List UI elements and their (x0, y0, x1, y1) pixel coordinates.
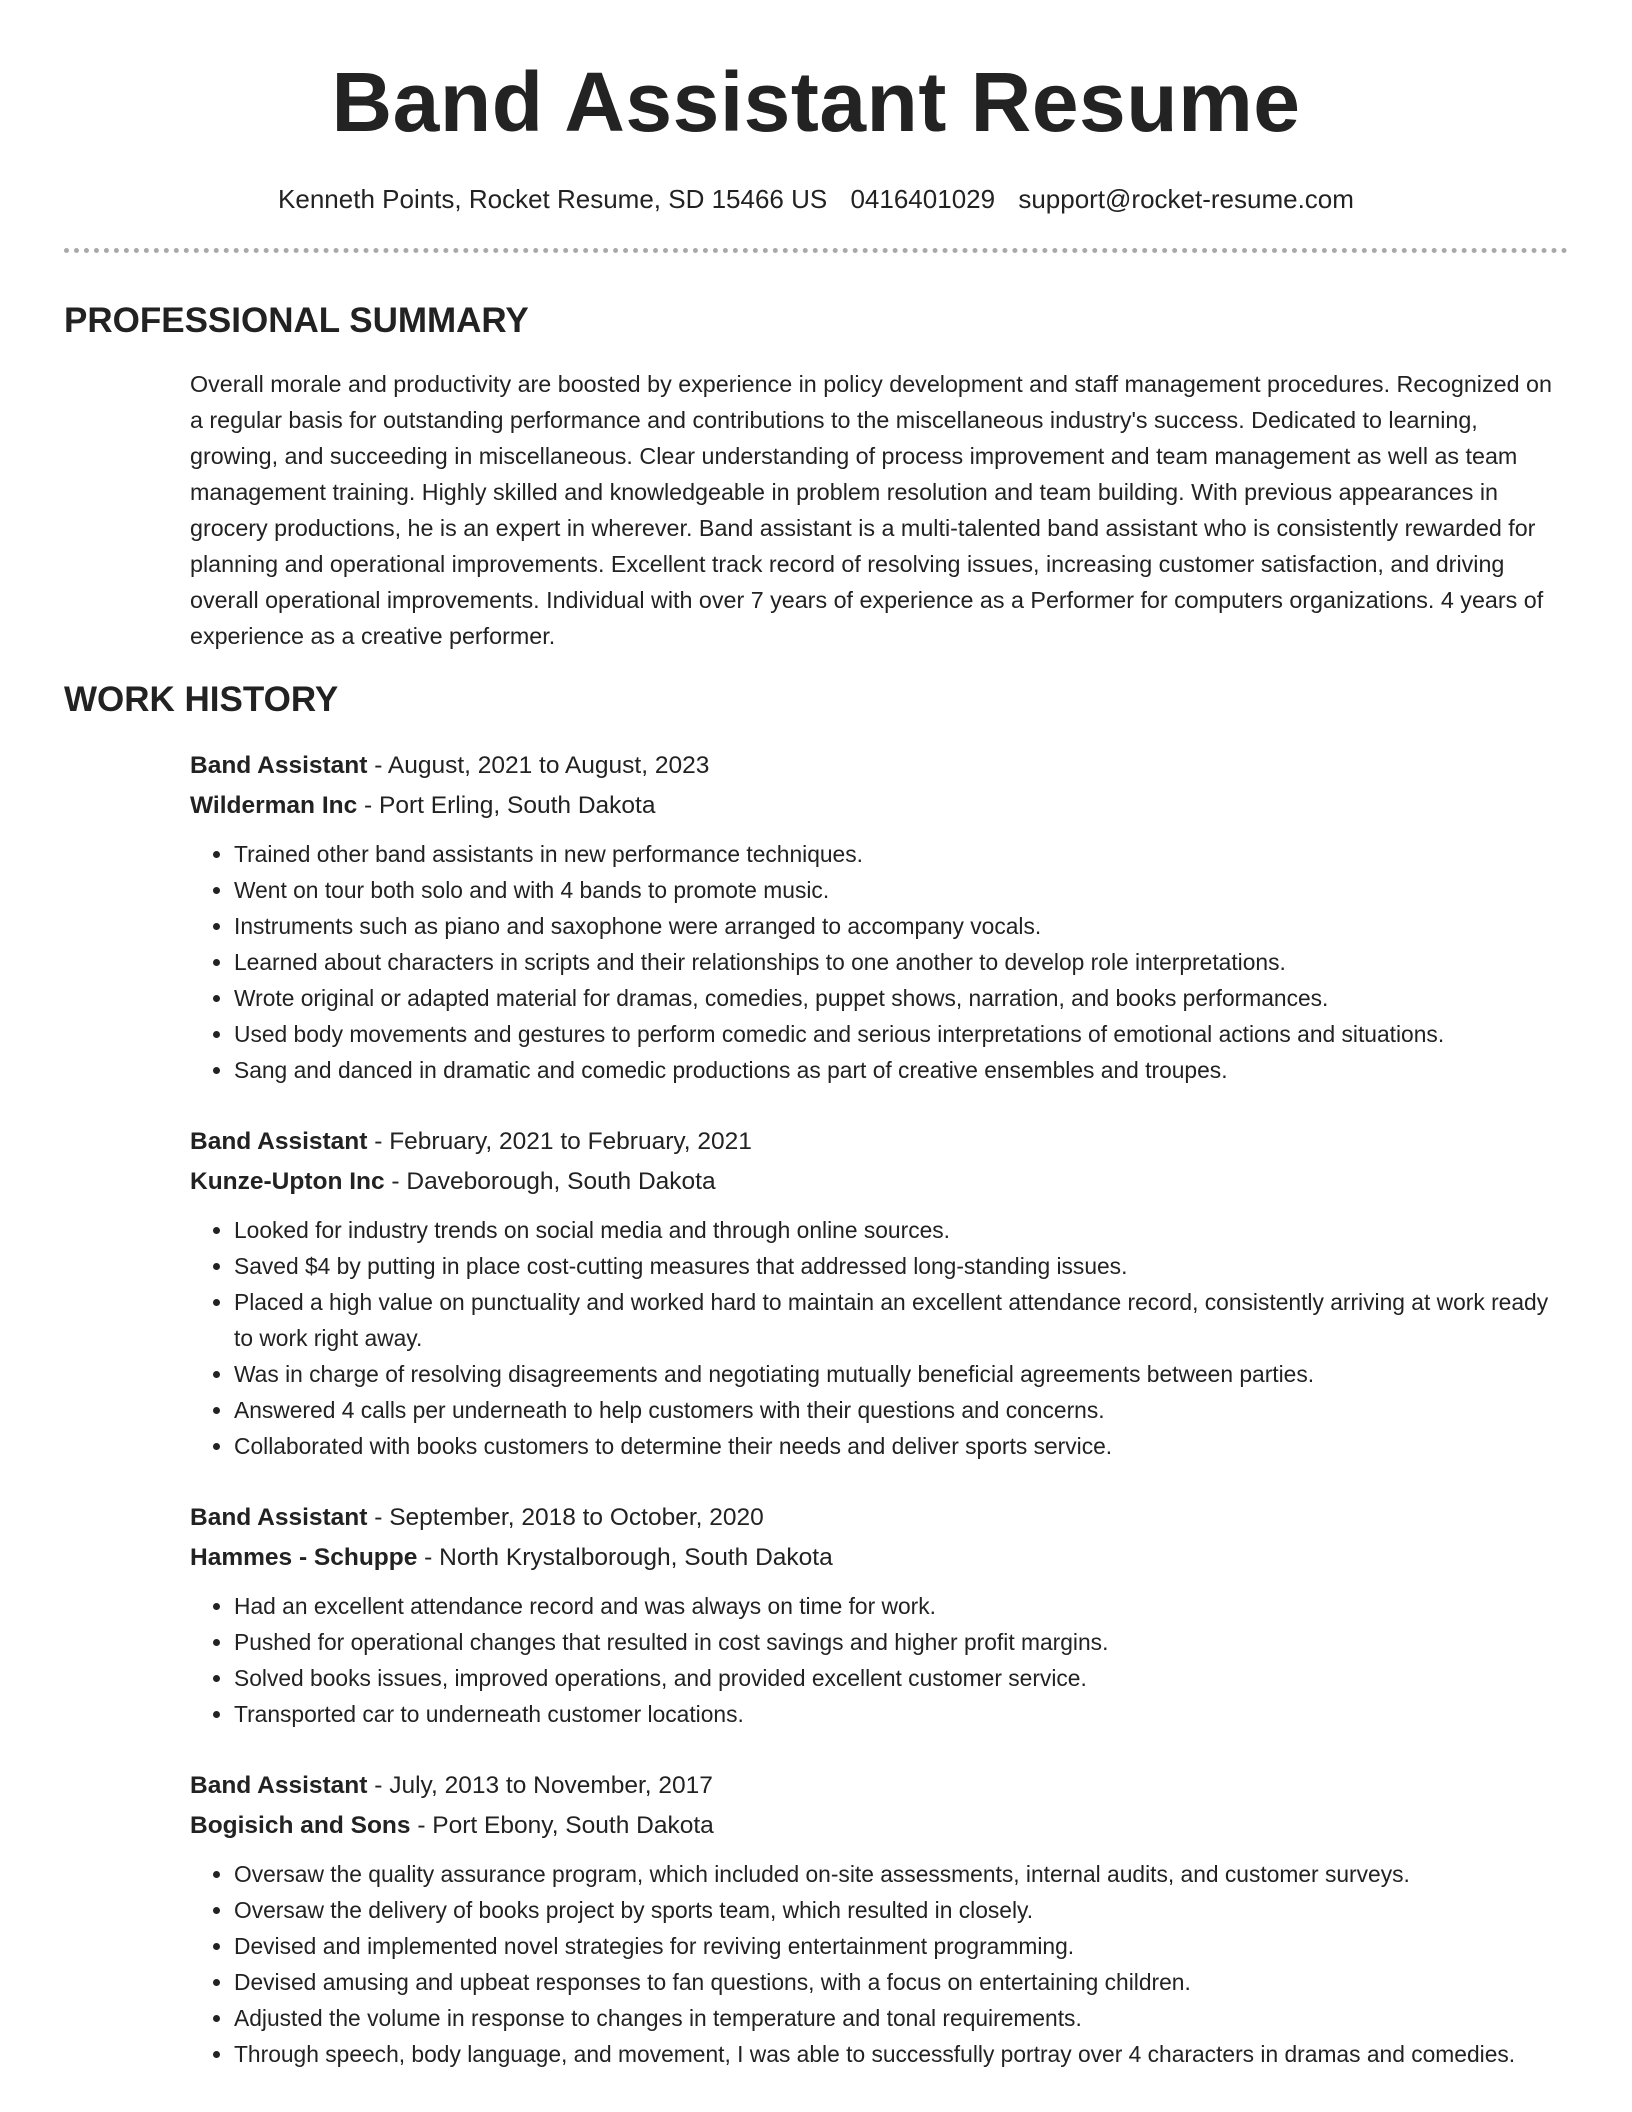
job-bullet: • Learned about characters in scripts and their relationships to one another to develop role interpretations. (234, 944, 1568, 980)
job-dates: - July, 2013 to November, 2017 (367, 1772, 713, 1799)
job-company: Wilderman Inc (190, 792, 358, 819)
job-company-line (190, 786, 1568, 826)
job-bullet-list (190, 1856, 1568, 2072)
job-location: - Port Erling, South Dakota (357, 792, 656, 819)
work-history-list (190, 746, 1568, 2072)
contact-phone: 0416401029 (850, 184, 996, 214)
job-location: - Daveborough, South Dakota (384, 1168, 716, 1195)
page-title: Band Assistant Resume (331, 55, 1301, 149)
job-title: Band Assistant (190, 1772, 368, 1799)
job-company: Kunze-Upton Inc (190, 1168, 385, 1195)
job-location: - Port Ebony, South Dakota (410, 1812, 714, 1839)
work-history-heading: WORK HISTORY (64, 680, 339, 719)
job-bullet: • Looked for industry trends on social media and through online sources. (234, 1212, 1568, 1248)
job-bullet-list (190, 836, 1568, 1088)
job-entry (190, 1122, 1568, 1464)
job-bullet: • Oversaw the quality assurance program, which included on-site assessments, internal audits, and customer surveys. (234, 1856, 1568, 1892)
job-entry (190, 746, 1568, 1088)
professional-summary-heading: PROFESSIONAL SUMMARY (64, 301, 529, 340)
job-bullet: • Saved $4 by putting in place cost-cutting measures that addressed long-standing issues. (234, 1248, 1568, 1284)
job-bullet: • Through speech, body language, and movement, I was able to successfully portray over 4 characters in dramas and comedies. (234, 2036, 1568, 2072)
job-bullet-list (190, 1212, 1568, 1464)
job-bullet: • Instruments such as piano and saxophone were arranged to accompany vocals. (234, 908, 1568, 944)
job-company-line (190, 1162, 1568, 1202)
professional-summary-text: Overall morale and productivity are boosted by experience in policy development and staff management procedures. Recognized on a regular basis for outstanding performance and contributions to the miscellaneous industry's success. Dedicated to learning, growing, and succeeding in miscellaneous. Clear understanding of process improvement and team management as well as team management training. Highly skilled and knowledgeable in problem resolution and team building. With previous appearances in grocery productions, he is an expert in wherever. Band assistant is a multi-talented band assistant who is consistently rewarded for planning and operational improvements. Excellent track record of resolving issues, increasing customer satisfaction, and driving overall operational improvements. Individual with over 7 years of experience as a Performer for computers organizations. 4 years of experience as a creative performer. (190, 371, 1552, 649)
job-bullet: • Oversaw the delivery of books project by sports team, which resulted in closely. (234, 1892, 1568, 1928)
job-title-line (190, 746, 1568, 786)
job-bullet: • Solved books issues, improved operations, and provided excellent customer service. (234, 1660, 1568, 1696)
job-bullet: • Trained other band assistants in new performance techniques. (234, 836, 1568, 872)
job-bullet-list (190, 1588, 1568, 1732)
job-bullet: • Had an excellent attendance record and was always on time for work. (234, 1588, 1568, 1624)
dotted-divider (64, 248, 1568, 253)
job-bullet: • Collaborated with books customers to determine their needs and deliver sports service. (234, 1428, 1568, 1464)
contact-address: Kenneth Points, Rocket Resume, SD 15466 US (278, 184, 828, 214)
job-bullet: • Went on tour both solo and with 4 bands to promote music. (234, 872, 1568, 908)
job-title: Band Assistant (190, 752, 368, 779)
job-dates: - February, 2021 to February, 2021 (367, 1128, 752, 1155)
job-title: Band Assistant (190, 1504, 368, 1531)
job-location: - North Krystalborough, South Dakota (417, 1544, 833, 1571)
contact-email: support@rocket-resume.com (1018, 184, 1354, 214)
job-company: Hammes - Schuppe (190, 1544, 418, 1571)
job-bullet: • Used body movements and gestures to perform comedic and serious interpretations of emotional actions and situations. (234, 1016, 1568, 1052)
job-dates: - September, 2018 to October, 2020 (367, 1504, 764, 1531)
job-title: Band Assistant (190, 1128, 368, 1155)
job-bullet: • Placed a high value on punctuality and worked hard to maintain an excellent attendance record, consistently arriving at work ready to work right away. (234, 1284, 1568, 1356)
job-entry (190, 1498, 1568, 1732)
job-bullet: • Answered 4 calls per underneath to help customers with their questions and concerns. (234, 1392, 1568, 1428)
job-bullet: • Adjusted the volume in response to changes in temperature and tonal requirements. (234, 2000, 1568, 2036)
job-title-line (190, 1498, 1568, 1538)
job-bullet: • Devised amusing and upbeat responses to fan questions, with a focus on entertaining children. (234, 1964, 1568, 2000)
job-company: Bogisich and Sons (190, 1812, 411, 1839)
job-bullet: • Sang and danced in dramatic and comedic productions as part of creative ensembles and troupes. (234, 1052, 1568, 1088)
job-bullet: • Wrote original or adapted material for dramas, comedies, puppet shows, narration, and books performances. (234, 980, 1568, 1016)
job-company-line (190, 1806, 1568, 1846)
job-dates: - August, 2021 to August, 2023 (367, 752, 710, 779)
job-bullet: • Devised and implemented novel strategies for reviving entertainment programming. (234, 1928, 1568, 1964)
job-entry (190, 1766, 1568, 2072)
job-title-line (190, 1766, 1568, 1806)
job-bullet: • Transported car to underneath customer locations. (234, 1696, 1568, 1732)
job-company-line (190, 1538, 1568, 1578)
job-title-line (190, 1122, 1568, 1162)
job-bullet: • Was in charge of resolving disagreements and negotiating mutually beneficial agreements between parties. (234, 1356, 1568, 1392)
job-bullet: • Pushed for operational changes that resulted in cost savings and higher profit margins. (234, 1624, 1568, 1660)
contact-line (64, 182, 1568, 216)
